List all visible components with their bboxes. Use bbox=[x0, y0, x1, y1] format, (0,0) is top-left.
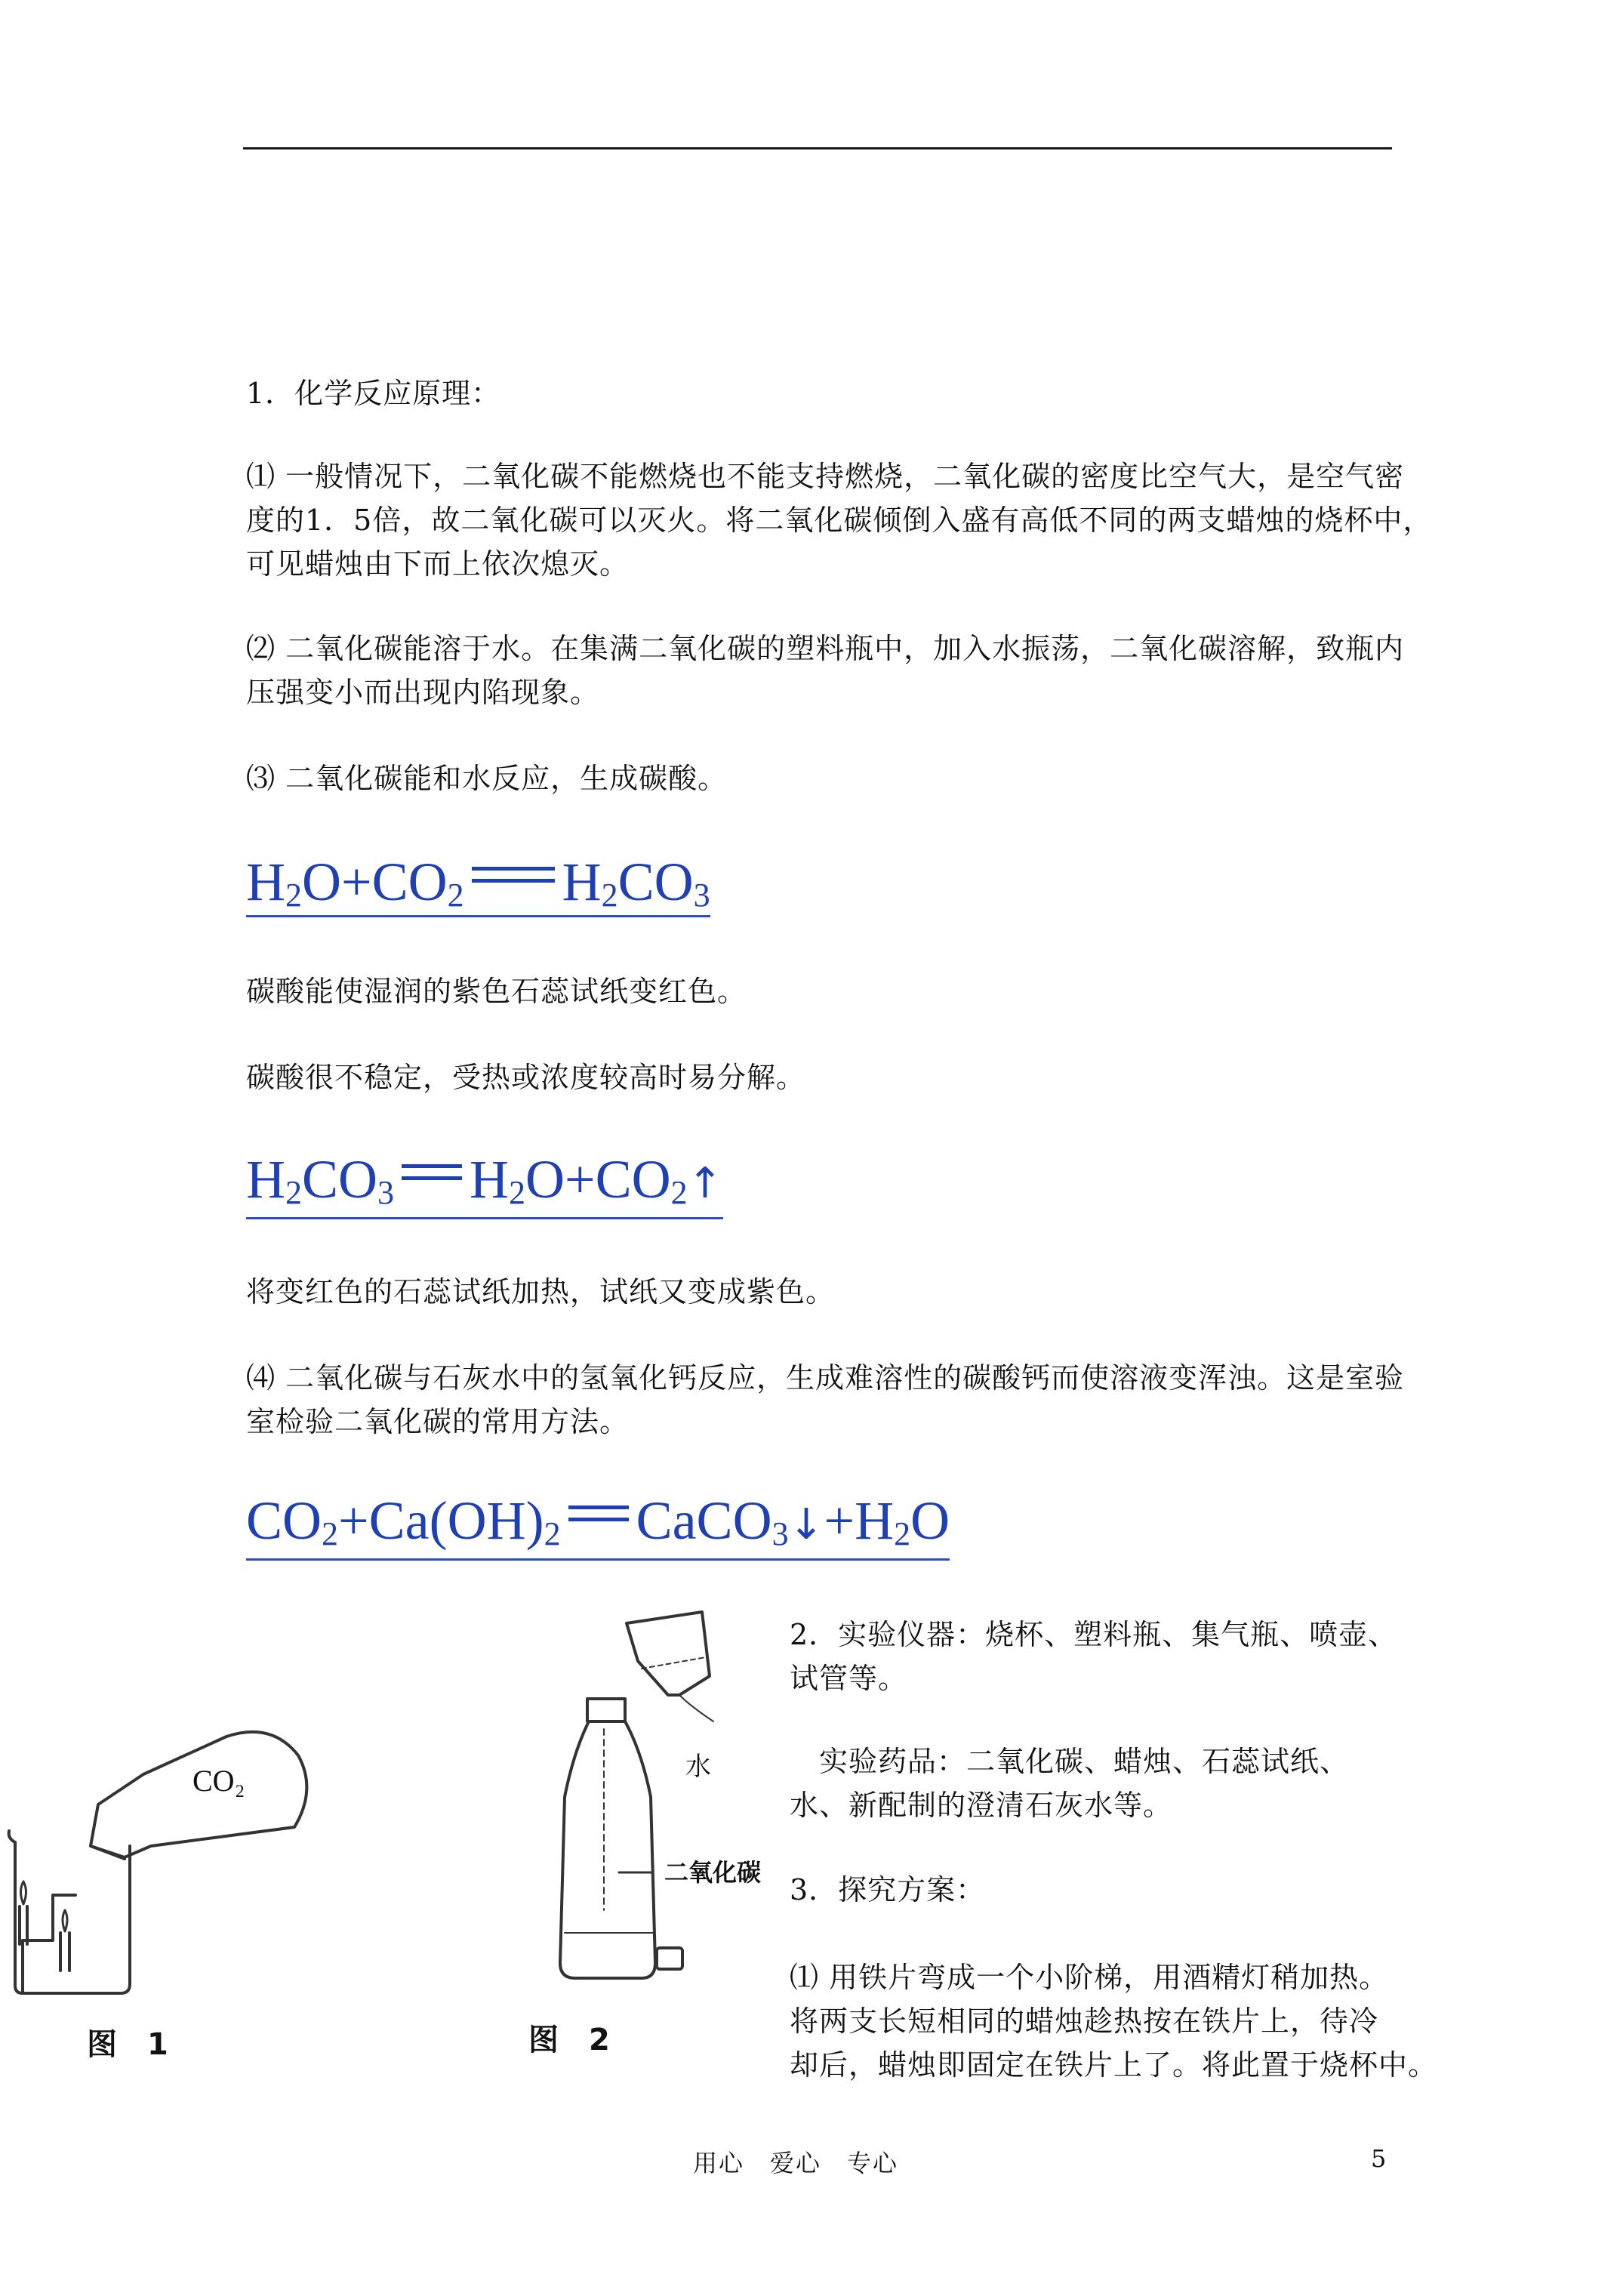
figure-2-caption: 图 2 bbox=[528, 2023, 610, 2057]
paragraph-line: 将两支长短相同的蜡烛趁热按在铁片上，待冷 bbox=[790, 2005, 1379, 2038]
paragraph-line: 却后，蜡烛即固定在铁片上了。将此置于烧杯中。 bbox=[790, 2048, 1438, 2082]
figure-1-caption: 图 1 bbox=[87, 2027, 168, 2062]
paragraph-line: 2．实验仪器：烧杯、塑料瓶、集气瓶、喷壶、 bbox=[790, 1618, 1398, 1651]
paragraph-line: 室检验二氧化碳的常用方法。 bbox=[246, 1405, 630, 1438]
figure-1-illustration bbox=[0, 1684, 325, 2001]
reagents-block bbox=[790, 1740, 1349, 1827]
plastic-bottle bbox=[560, 1721, 655, 1978]
equals-sign bbox=[402, 1158, 462, 1188]
flame-short bbox=[63, 1910, 67, 1931]
beaker-outline bbox=[15, 1842, 130, 1993]
paragraph-line: 可见蜡烛由下而上依次熄灭。 bbox=[246, 547, 630, 581]
paragraph-1 bbox=[246, 455, 1432, 586]
figure-2-co2-label: 二氧化碳 bbox=[664, 1858, 762, 1887]
paragraph-7 bbox=[246, 1356, 1404, 1444]
equals-sign bbox=[568, 1499, 629, 1530]
iron-step bbox=[23, 1895, 75, 1993]
equation-co2-water: $H_2O+CO_2$ $H_2CO_3$ bbox=[246, 852, 710, 917]
paragraph-line: ⑵ 二氧化碳能溶于水。在集满二氧化碳的塑料瓶中，加入水振荡，二氧化碳溶解，致瓶内 bbox=[246, 632, 1405, 665]
paragraph-line: 度的1．5倍，故二氧化碳可以灭火。将二氧化碳倾倒入盛有高低不同的两支蜡烛的烧杯中， bbox=[246, 504, 1433, 537]
paragraph-line: ⑴ 用铁片弯成一个小阶梯，用酒精灯稍加热。 bbox=[790, 1961, 1389, 1994]
candle-short bbox=[60, 1933, 69, 1971]
paragraph-5: 碳酸很不稳定，受热或浓度较高时易分解。 bbox=[246, 1061, 806, 1094]
water-pointer bbox=[679, 1695, 713, 1721]
plan-step-1 bbox=[790, 1955, 1437, 2087]
bottle-cap-neck bbox=[587, 1699, 625, 1721]
equals-sign bbox=[472, 861, 555, 891]
instruments-block bbox=[790, 1613, 1397, 1700]
paragraph-line: ⑷ 二氧化碳与石灰水中的氢氧化钙反应，生成难溶性的碳酸钙而使溶液变浑浊。这是室验 bbox=[246, 1361, 1405, 1395]
paragraph-6: 将变红色的石蕊试纸加热，试纸又变成紫色。 bbox=[246, 1275, 836, 1308]
section-heading-plan: 3．探究方案： bbox=[790, 1873, 986, 1906]
section-heading-principles: 1．化学反应原理： bbox=[246, 377, 501, 410]
paragraph-3: ⑶ 二氧化碳能和水反应，生成碳酸。 bbox=[246, 762, 728, 795]
paragraph-2 bbox=[246, 627, 1404, 714]
equation-carbonic-decompose: $H_2CO_3$ $H_2O+CO_2↑$ bbox=[246, 1149, 723, 1219]
paragraph-line: 压强变小而出现内陷现象。 bbox=[246, 676, 600, 709]
paragraph-line: 试管等。 bbox=[790, 1662, 908, 1695]
figure-1-co2-label: CO₂ bbox=[192, 1764, 245, 1798]
candle-tall bbox=[20, 1906, 27, 1944]
paragraph-line: ⑴ 一般情况下，二氧化碳不能燃烧也不能支持燃烧，二氧化碳的密度比空气大，是空气密 bbox=[246, 460, 1405, 493]
figure-2-illustration bbox=[528, 1608, 755, 1986]
paragraph-4: 碳酸能使湿润的紫色石蕊试纸变红色。 bbox=[246, 975, 747, 1008]
bottle-cap bbox=[657, 1948, 682, 1969]
paragraph-line: 水、新配制的澄清石灰水等。 bbox=[790, 1789, 1173, 1822]
equation-limewater: $CO_2+Ca(OH)_2$ $CaCO_3↓+H_2O$ bbox=[246, 1490, 950, 1561]
pouring-beaker bbox=[627, 1612, 710, 1695]
page-number: 5 bbox=[1371, 2144, 1388, 2173]
precipitate-arrow-icon: ↓ bbox=[788, 1500, 824, 1549]
gas-arrow-icon: ↑ bbox=[687, 1159, 723, 1208]
flame-tall bbox=[21, 1881, 26, 1904]
paragraph-line: 实验药品：二氧化碳、蜡烛、石蕊试纸、 bbox=[790, 1745, 1350, 1778]
beaker-spout bbox=[9, 1831, 15, 1842]
figure-2-water-label: 水 bbox=[685, 1752, 711, 1782]
header-rule bbox=[243, 147, 1392, 149]
footer-motto: 用心 爱心 专心 bbox=[693, 2149, 899, 2177]
